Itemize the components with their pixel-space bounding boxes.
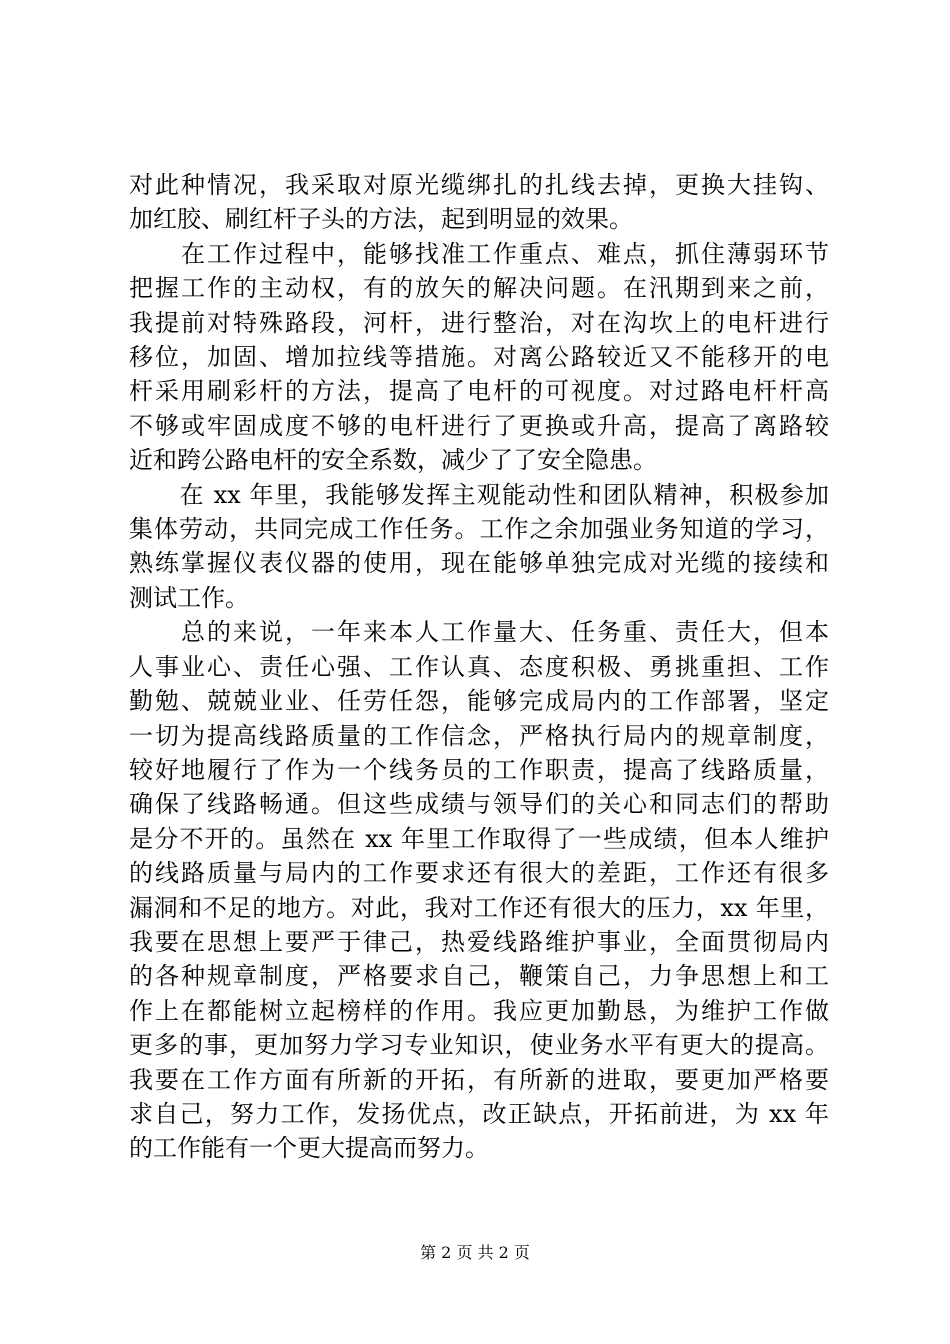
text-line: 熟练掌握仪表仪器的使用，现在能够单独完成对光缆的接续和 bbox=[129, 549, 829, 578]
text-line: 移位，加固、增加拉线等措施。对离公路较近又不能移开的电 bbox=[129, 343, 829, 372]
text-line: 把握工作的主动权，有的放矢的解决问题。在汛期到来之前， bbox=[129, 274, 829, 303]
text-line: 集体劳动，共同完成工作任务。工作之余加强业务知道的学习， bbox=[129, 515, 829, 544]
document-body bbox=[129, 168, 829, 1166]
text-line: 对此种情况，我采取对原光缆绑扎的扎线去掉，更换大挂钩、 bbox=[129, 171, 829, 199]
text-line: 在工作过程中，能够找准工作重点、难点，抓住薄弱环节 bbox=[129, 239, 829, 268]
text-line: 人事业心、责任心强、工作认真、态度积极、勇挑重担、工作 bbox=[129, 652, 829, 681]
text-line: 近和跨公路电杆的安全系数，减少了了安全隐患。 bbox=[129, 446, 657, 475]
text-line: 测试工作。 bbox=[129, 583, 249, 612]
page-footer: 第 2 页 共 2 页 bbox=[420, 1243, 530, 1262]
text-line: 我要在工作方面有所新的开拓，有所新的进取，要更加严格要 bbox=[129, 1065, 829, 1094]
text-line: 求自己，努力工作，发扬优点，改正缺点，开拓前进，为 xx 年 bbox=[129, 1099, 829, 1128]
text-line: 加红胶、刷红杆子头的方法，起到明显的效果。 bbox=[129, 205, 633, 234]
text-line: 确保了线路畅通。但这些成绩与领导们的关心和同志们的帮助 bbox=[129, 790, 829, 819]
text-line: 的线路质量与局内的工作要求还有很大的差距，工作还有很多 bbox=[129, 859, 829, 888]
text-line: 我提前对特殊路段，河杆，进行整治，对在沟坎上的电杆进行 bbox=[129, 308, 829, 337]
text-line: 杆采用刷彩杆的方法，提高了电杆的可视度。对过路电杆杆高 bbox=[129, 377, 829, 406]
text-line: 的各种规章制度，严格要求自己，鞭策自己，力争思想上和工 bbox=[129, 962, 829, 991]
text-line: 漏洞和不足的地方。对此，我对工作还有很大的压力，xx 年里， bbox=[129, 893, 829, 922]
text-line: 较好地履行了作为一个线务员的工作职责，提高了线路质量， bbox=[129, 755, 829, 784]
text-line: 在 xx 年里，我能够发挥主观能动性和团队精神，积极参加 bbox=[129, 480, 829, 509]
text-line: 一切为提高线路质量的工作信念，严格执行局内的规章制度， bbox=[129, 721, 829, 750]
text-line: 更多的事，更加努力学习专业知识，使业务水平有更大的提高。 bbox=[129, 1031, 829, 1060]
text-line: 的工作能有一个更大提高而努力。 bbox=[129, 1134, 489, 1163]
text-line: 不够或牢固成度不够的电杆进行了更换或升高，提高了离路较 bbox=[129, 411, 829, 440]
text-line: 我要在思想上要严于律己，热爱线路维护事业，全面贯彻局内 bbox=[129, 927, 829, 956]
text-line: 是分不开的。虽然在 xx 年里工作取得了一些成绩，但本人维护 bbox=[129, 824, 829, 853]
text-line: 总的来说，一年来本人工作量大、任务重、责任大，但本 bbox=[129, 618, 829, 647]
text-line: 作上在都能树立起榜样的作用。我应更加勤恳，为维护工作做 bbox=[129, 996, 829, 1025]
text-line: 勤勉、兢兢业业、任劳任怨，能够完成局内的工作部署，坚定 bbox=[129, 687, 829, 716]
